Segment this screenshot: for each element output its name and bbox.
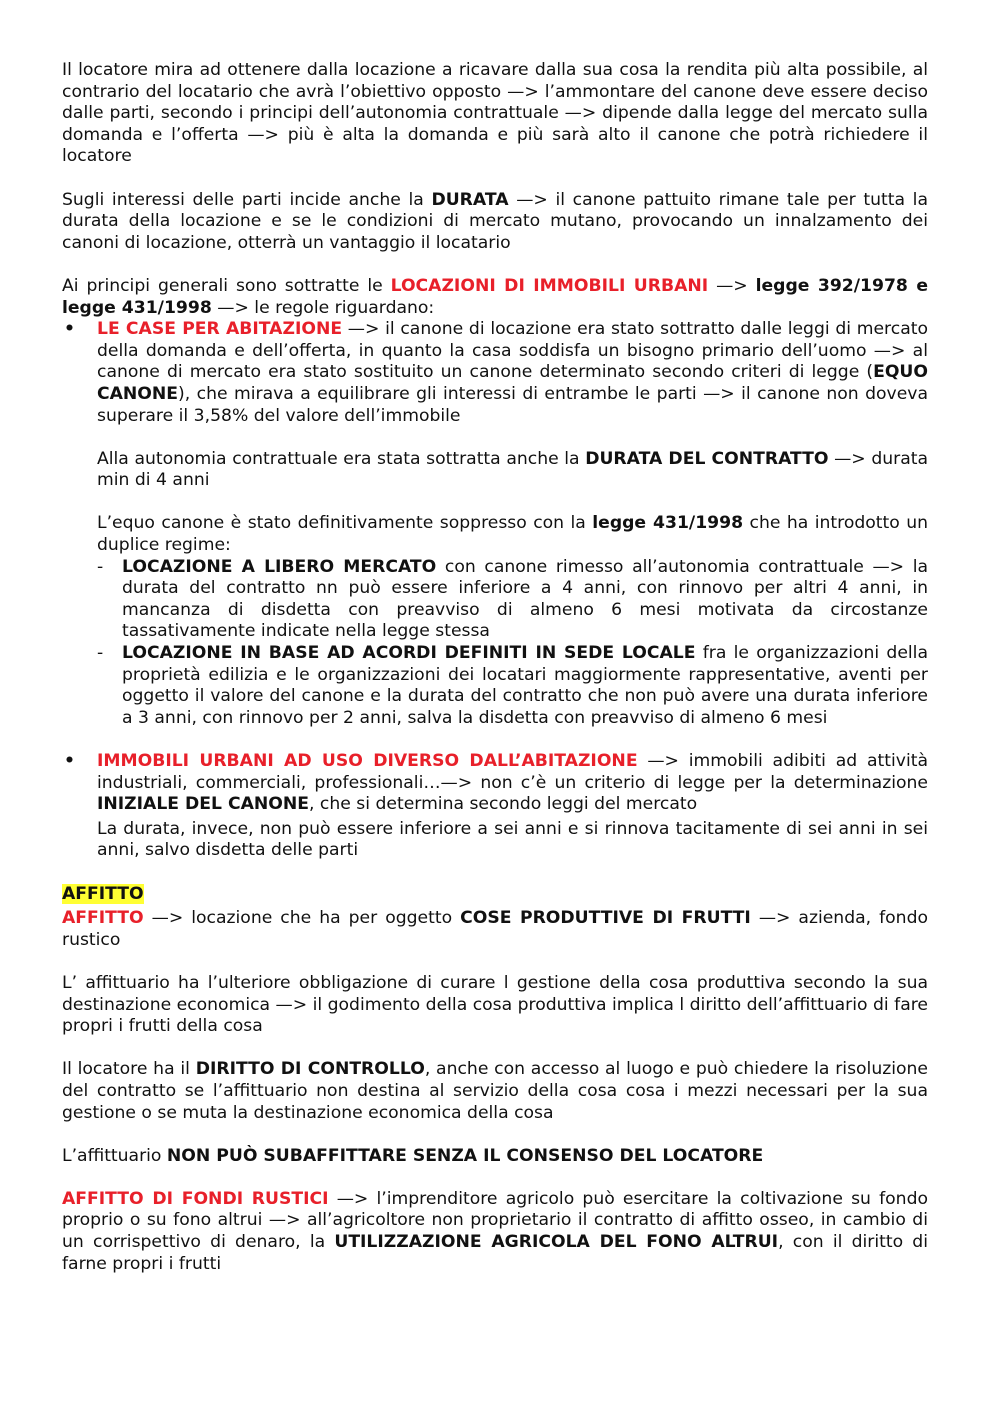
term-equo-canone: EQUO CANONE xyxy=(97,362,928,404)
term-durata-contratto: DURATA DEL CONTRATTO xyxy=(585,448,829,469)
paragraph-durata: Sugli interessi delle parti incide anche la DURATA —> il canone pattuito rimane tale per tutta la durata della locazione e se le condizioni di mercato mutano, provocando un innalzamento dei canoni di locazione, otterrà un vantaggio il locatario xyxy=(62,189,928,253)
term-utilizzazione-agricola: UTILIZZAZIONE AGRICOLA DEL FONO ALTRUI xyxy=(334,1232,779,1253)
term-immobili-uso-diverso: IMMOBILI URBANI AD USO DIVERSO DALL’ABITAZIONE xyxy=(97,751,638,771)
term-case-abitazione: LE CASE PER ABITAZIONE xyxy=(97,319,343,340)
term-cose-produttive: COSE PRODUTTIVE DI FRUTTI xyxy=(460,908,751,929)
term-affitto: AFFITTO xyxy=(62,908,144,929)
paragraph-canone: Il locatore mira ad ottenere dalla locazione a ricavare dalla sua cosa la rendita più alta possibile, al contrario del locatario che avrà l’obiettivo opposto —> l’ammontare del canone deve essere deciso dalle parti, secondo i principi dell’autonomia contrattuale —> dipende dalla legge del mercato sulla domanda e l’offerta —> più è alta la domanda e più sarà alto il canone che potrà richiedere il locatore xyxy=(62,60,928,167)
paragraph-subaffitto: L’affittuario NON PUÒ SUBAFFITTARE SENZA IL CONSENSO DEL LOCATORE xyxy=(62,1145,764,1166)
term-diritto-controllo: DIRITTO DI CONTROLLO xyxy=(195,1059,425,1080)
dash-list xyxy=(97,557,928,730)
term-subaffitto: NON PUÒ SUBAFFITTARE SENZA IL CONSENSO DEL LOCATORE xyxy=(166,1145,764,1166)
paragraph-affitto-def: AFFITTO —> locazione che ha per oggetto COSE PRODUTTIVE DI FRUTTI —> azienda, fondo rustico xyxy=(62,908,928,950)
paragraph-durata-sei-anni: La durata, invece, non può essere inferiore a sei anni e si rinnova tacitamente di sei anni in sei anni, salvo disdetta delle parti xyxy=(97,818,928,861)
term-leggi: legge 392/1978 e legge 431/1998 xyxy=(62,275,928,318)
paragraph-affittuario-obbligazione: L’ affittuario ha l’ulteriore obbligazione di curare l gestione della cosa produttiva secondo la sua destinazione economica —> il godimento della cosa produttiva implica l diritto dell’affittuario di fare propri i frutti della cosa xyxy=(62,972,928,1037)
list-item-case-abitazione: • LE CASE PER ABITAZIONE —> il canone di locazione era stato sottratto dalle leggi di mercato della domanda e dell’offerta, in quanto la casa soddisfa un bisogno primario dell’uomo —> al canone di mercato era stato sostituito un canone determinato secondo criteri di legge (EQUO CANONE), che mirava a equilibrare gli interessi di entrambe le parti —> il canone non doveva superare il 3,58% del valore dell’immobile Alla autonomia contrattuale era stata sottratta anche la DURATA DEL CONTRATTO —> durata min di 4 anni L’equo canone è stato definitivamente soppresso con la legge 431/1998 che ha introdotto un duplice regime: - LOCAZIONE A LIBERO MERCATO con canone rimesso all’autonomia contrattuale —> la durata del contratto nn può essere inferiore a 4 anni, con rinnovo per altri 4 anni, in mancanza di disdetta con preavviso di almeno 6 mesi motivata da circostanze tassativamente indicate nella legge stessa - LOCAZIONE IN BASE AD ACORDI DEFINITI IN SEDE LOCALE fra le organizzazioni della proprietà edilizia e le organizzazioni dei locatari maggiormente rappresentative, aventi per oggetto il valore del canone e la durata del contratto che non può avere una durata inferiore a 3 anni, con rinnovo per 2 anni, salva la disdetta con preavviso di almeno 6 mesi xyxy=(62,319,928,729)
term-durata: DURATA xyxy=(431,189,509,210)
bullet-list xyxy=(62,319,928,862)
section-heading-affitto: AFFITTO xyxy=(62,883,144,904)
term-affitto-fondi-rustici: AFFITTO DI FONDI RUSTICI xyxy=(62,1188,329,1209)
paragraph-diritto-controllo: Il locatore ha il DIRITTO DI CONTROLLO, anche con accesso al luogo e può chiedere la risoluzione del contratto se l’affittuario non destina al servizio della cosa cosa i mezzi necessari per la sua gestione o se muta la destinazione economica della cosa xyxy=(62,1059,928,1123)
term-iniziale-canone: INIZIALE DEL CANONE xyxy=(97,794,309,815)
paragraph-durata-contratto: Alla autonomia contrattuale era stata sottratta anche la DURATA DEL CONTRATTO —> durata min di 4 anni xyxy=(97,448,928,491)
list-item-accordi-locali: - LOCAZIONE IN BASE AD ACORDI DEFINITI IN SEDE LOCALE fra le organizzazioni della proprietà edilizia e le organizzazioni dei locatari maggiormente rappresentative, aventi per oggetto il valore del canone e la durata del contratto che non può avere una durata inferiore a 3 anni, con rinnovo per 2 anni, salva la disdetta con preavviso di almeno 6 mesi xyxy=(97,643,928,729)
paragraph-equo-soppresso: L’equo canone è stato definitivamente soppresso con la legge 431/1998 che ha introdotto un duplice regime: xyxy=(97,513,929,556)
paragraph-immobili-urbani: Ai principi generali sono sottratte le LOCAZIONI DI IMMOBILI URBANI —> legge 392/1978 e legge 431/1998 —> le regole riguardano: xyxy=(62,275,928,318)
term-legge-431: legge 431/1998 xyxy=(592,513,744,534)
list-item-libero-mercato: - LOCAZIONE A LIBERO MERCATO con canone rimesso all’autonomia contrattuale —> la durata del contratto nn può essere inferiore a 4 anni, con rinnovo per altri 4 anni, in mancanza di disdetta con preavviso di almeno 6 mesi motivata da circostanze tassativamente indicate nella legge stessa xyxy=(97,557,928,643)
term-locazioni-immobili-urbani: LOCAZIONI DI IMMOBILI URBANI xyxy=(390,275,709,296)
paragraph-fondi-rustici: AFFITTO DI FONDI RUSTICI —> l’imprenditore agricolo può esercitare la coltivazione su fondo proprio o su fono altrui —> all’agricoltore non proprietario il contratto di affitto osseo, in cambio di un corrispettivo di denaro, la UTILIZZAZIONE AGRICOLA DEL FONO ALTRUI, con il diritto di farne propri i frutti xyxy=(62,1188,928,1274)
list-item-immobili-uso-diverso: • IMMOBILI URBANI AD USO DIVERSO DALL’ABITAZIONE —> immobili adibiti ad attività industriali, commerciali, professionali…—> non c’è un criterio di legge per la determinazione INIZIALE DEL CANONE, che si determina secondo leggi del mercato La durata, invece, non può essere inferiore a sei anni e si rinnova tacitamente di sei anni in sei anni, salvo disdetta delle parti xyxy=(62,751,928,862)
